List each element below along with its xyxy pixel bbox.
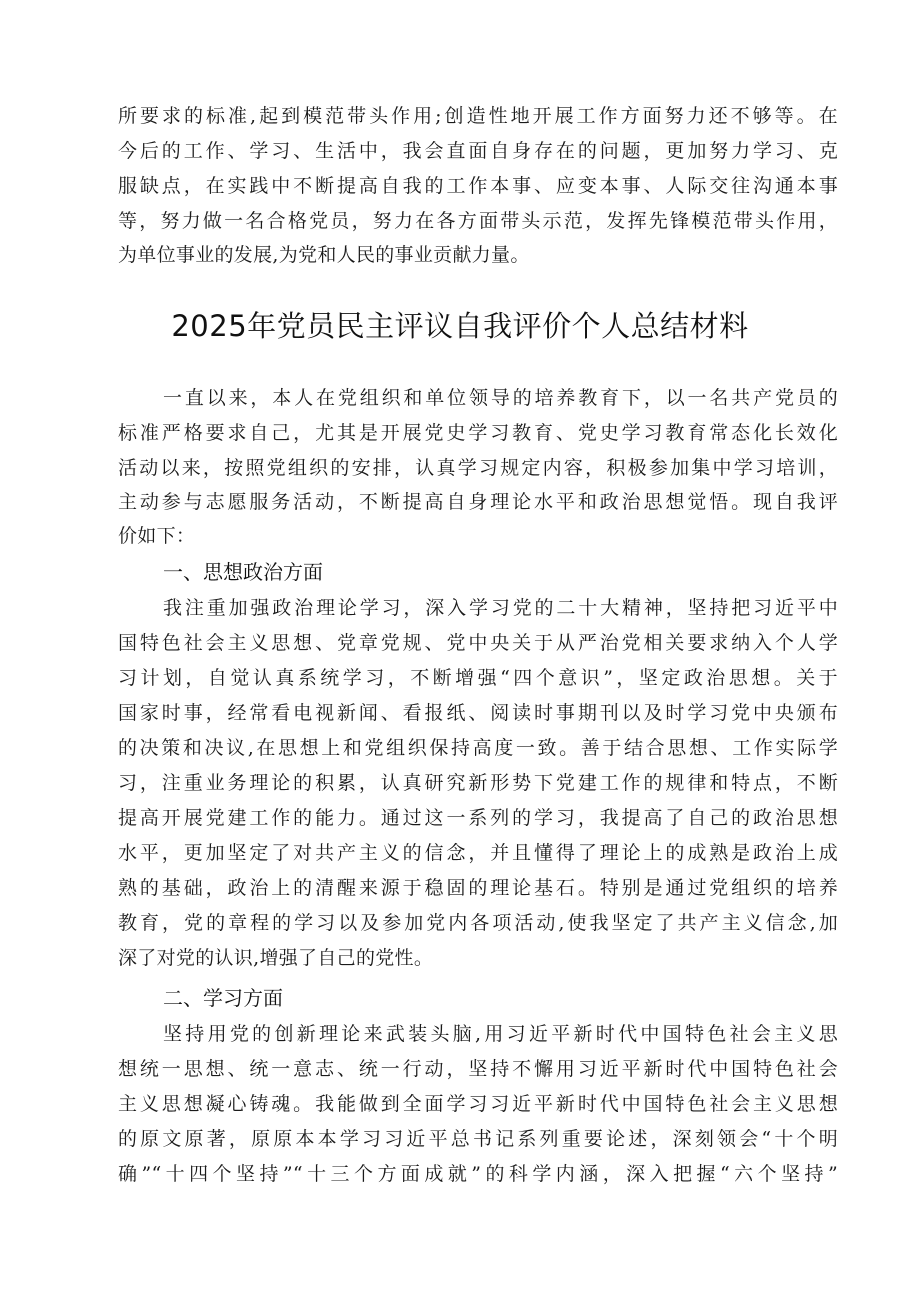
section1-line-6: 习，注重业务理论的积累，认真研究新形势下党建工作的规律和特点，不断	[118, 772, 838, 794]
opening-line-4: 主动参与志愿服务活动，不断提高自身理论水平和政治思想觉悟。现自我评	[118, 491, 838, 513]
section1-line-5: 的决策和决议,在思想上和党组织保持高度一致。善于结合思想、工作实际学	[118, 737, 838, 759]
section1-line-8: 水平，更加坚定了对共产主义的信念，并且懂得了理论上的成熟是政治上成	[118, 842, 838, 864]
section1-line-7: 提高开展党建工作的能力。通过这一系列的学习，我提高了自己的政治思想	[118, 807, 838, 829]
document-title: 2025年党员民主评议自我评价个人总结材料	[171, 309, 749, 343]
section1-line-1: 我注重加强政治理论学习，深入学习党的二十大精神，坚持把习近平中	[163, 597, 838, 619]
section1-line-10: 教育，党的章程的学习以及参加党内各项活动,使我坚定了共产主义信念,加	[118, 912, 838, 934]
opening-line-1: 一直以来，本人在党组织和单位领导的培养教育下，以一名共产党员的	[163, 387, 838, 409]
section2-line-5: 确”“十四个坚持”“十三个方面成就”的科学内涵，深入把握“六个坚持”	[118, 1163, 838, 1185]
section-heading-politics: 一、思想政治方面	[163, 560, 323, 584]
intro-line-5: 为单位事业的发展,为党和人民的事业贡献力量。	[118, 244, 530, 266]
section1-line-9: 熟的基础，政治上的清醒来源于稳固的理论基石。特别是通过党组织的培养	[118, 877, 838, 899]
intro-line-4: 等，努力做一名合格党员，努力在各方面带头示范，发挥先锋模范带头作用，	[118, 210, 838, 232]
intro-line-1: 所要求的标准,起到模范带头作用;创造性地开展工作方面努力还不够等。在	[118, 105, 838, 127]
section2-line-1: 坚持用党的创新理论来武装头脑,用习近平新时代中国特色社会主义思	[163, 1023, 838, 1045]
section1-line-3: 习计划，自觉认真系统学习，不断增强“四个意识”，坚定政治思想。关于	[118, 667, 838, 689]
opening-line-5: 价如下：	[118, 525, 196, 547]
section-heading-study: 二、学习方面	[163, 986, 283, 1010]
section2-line-2: 想统一思想、统一意志、统一行动，坚持不懈用习近平新时代中国特色社会	[118, 1058, 838, 1080]
opening-line-3: 活动以来，按照党组织的安排，认真学习规定内容，积极参加集中学习培训，	[118, 457, 838, 479]
intro-line-2: 今后的工作、学习、生活中，我会直面自身存在的问题，更加努力学习、克	[118, 140, 838, 162]
section1-line-2: 国特色社会主义思想、党章党规、党中央关于从严治党相关要求纳入个人学	[118, 632, 838, 654]
opening-line-2: 标准严格要求自己，尤其是开展党史学习教育、党史学习教育常态化长效化	[118, 422, 838, 444]
section2-line-3: 主义思想凝心铸魂。我能做到全面学习习近平新时代中国特色社会主义思想	[118, 1093, 838, 1115]
section1-line-11: 深了对党的认识,增强了自己的党性。	[118, 947, 434, 969]
section2-line-4: 的原文原著，原原本本学习习近平总书记系列重要论述，深刻领会“十个明	[118, 1128, 838, 1150]
intro-line-3: 服缺点，在实践中不断提高自我的工作本事、应变本事、人际交往沟通本事	[118, 175, 838, 197]
section1-line-4: 国家时事，经常看电视新闻、看报纸、阅读时事期刊以及时学习党中央颁布	[118, 702, 838, 724]
